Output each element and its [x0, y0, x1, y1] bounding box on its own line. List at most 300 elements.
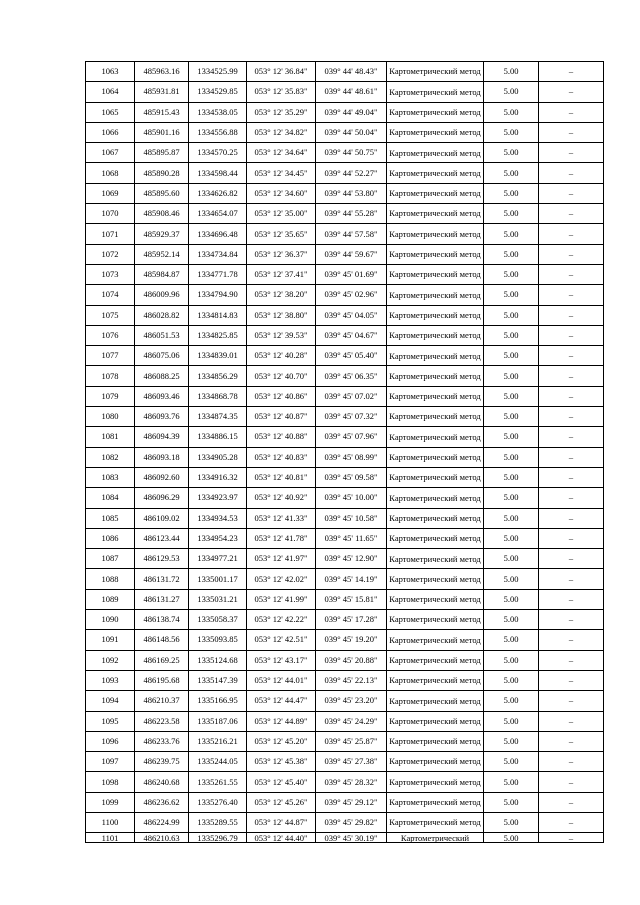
table-row	[86, 264, 604, 284]
latitude-cell: 053° 12' 34.64"	[247, 143, 316, 163]
accuracy-cell: 5.00	[484, 386, 539, 406]
point-number-cell: 1064	[86, 82, 135, 102]
table-row	[86, 244, 604, 264]
table-row	[86, 589, 604, 609]
latitude-cell: 053° 12' 44.47"	[247, 691, 316, 711]
x-coordinate-cell: 486210.37	[135, 691, 189, 711]
note-cell: –	[539, 407, 604, 427]
longitude-cell: 039° 44' 49.04"	[316, 102, 387, 122]
point-number-cell: 1100	[86, 812, 135, 832]
method-cell: Картометрический метод	[387, 122, 484, 142]
latitude-cell: 053° 12' 44.01"	[247, 670, 316, 690]
accuracy-cell: 5.00	[484, 549, 539, 569]
method-cell: Картометрический метод	[387, 346, 484, 366]
note-cell: –	[539, 224, 604, 244]
longitude-cell: 039° 45' 07.32"	[316, 407, 387, 427]
x-coordinate-cell: 486109.02	[135, 508, 189, 528]
method-cell: Картометрический метод	[387, 386, 484, 406]
table-row	[86, 488, 604, 508]
method-cell: Картометрический метод	[387, 447, 484, 467]
method-cell: Картометрический метод	[387, 731, 484, 751]
point-number-cell: 1074	[86, 285, 135, 305]
note-cell: –	[539, 82, 604, 102]
longitude-cell: 039° 45' 14.19"	[316, 569, 387, 589]
accuracy-cell: 5.00	[484, 122, 539, 142]
note-cell: –	[539, 569, 604, 589]
table-row	[86, 670, 604, 690]
latitude-cell: 053° 12' 34.60"	[247, 183, 316, 203]
accuracy-cell: 5.00	[484, 488, 539, 508]
y-coordinate-cell: 1334598.44	[189, 163, 247, 183]
latitude-cell: 053° 12' 45.38"	[247, 752, 316, 772]
x-coordinate-cell: 485901.16	[135, 122, 189, 142]
table-row	[86, 143, 604, 163]
table-row	[86, 407, 604, 427]
longitude-cell: 039° 45' 25.87"	[316, 731, 387, 751]
note-cell: –	[539, 467, 604, 487]
method-cell: Картометрический метод	[387, 407, 484, 427]
method-cell: Картометрический метод	[387, 691, 484, 711]
y-coordinate-cell: 1334977.21	[189, 549, 247, 569]
table-row	[86, 691, 604, 711]
accuracy-cell: 5.00	[484, 508, 539, 528]
accuracy-cell: 5.00	[484, 589, 539, 609]
point-number-cell: 1073	[86, 264, 135, 284]
x-coordinate-cell: 486195.68	[135, 670, 189, 690]
point-number-cell: 1094	[86, 691, 135, 711]
x-coordinate-cell: 486009.96	[135, 285, 189, 305]
note-cell: –	[539, 325, 604, 345]
x-coordinate-cell: 486075.06	[135, 346, 189, 366]
method-cell: Картометрический метод	[387, 792, 484, 812]
point-number-cell: 1098	[86, 772, 135, 792]
point-number-cell: 1086	[86, 528, 135, 548]
note-cell: –	[539, 650, 604, 670]
y-coordinate-cell: 1335031.21	[189, 589, 247, 609]
table-row	[86, 772, 604, 792]
latitude-cell: 053° 12' 43.17"	[247, 650, 316, 670]
method-cell: Картометрический метод	[387, 630, 484, 650]
table-row	[86, 711, 604, 731]
longitude-cell: 039° 44' 53.80"	[316, 183, 387, 203]
table-row	[86, 792, 604, 812]
table-row	[86, 650, 604, 670]
note-cell: –	[539, 285, 604, 305]
y-coordinate-cell: 1334839.01	[189, 346, 247, 366]
note-cell: –	[539, 346, 604, 366]
note-cell: –	[539, 549, 604, 569]
longitude-cell: 039° 45' 07.02"	[316, 386, 387, 406]
longitude-cell: 039° 45' 27.38"	[316, 752, 387, 772]
point-number-cell: 1071	[86, 224, 135, 244]
point-number-cell: 1072	[86, 244, 135, 264]
point-number-cell: 1079	[86, 386, 135, 406]
note-cell: –	[539, 772, 604, 792]
x-coordinate-cell: 486169.25	[135, 650, 189, 670]
latitude-cell: 053° 12' 39.53"	[247, 325, 316, 345]
accuracy-cell: 5.00	[484, 62, 539, 82]
accuracy-cell: 5.00	[484, 427, 539, 447]
table-row	[86, 752, 604, 772]
x-coordinate-cell: 486224.99	[135, 812, 189, 832]
latitude-cell: 053° 12' 40.86"	[247, 386, 316, 406]
method-cell: Картометрический метод	[387, 264, 484, 284]
table-row	[86, 386, 604, 406]
note-cell: –	[539, 610, 604, 630]
table-row	[86, 549, 604, 569]
longitude-cell: 039° 45' 24.29"	[316, 711, 387, 731]
latitude-cell: 053° 12' 38.80"	[247, 305, 316, 325]
point-number-cell: 1069	[86, 183, 135, 203]
table-row	[86, 305, 604, 325]
accuracy-cell: 5.00	[484, 711, 539, 731]
x-coordinate-cell: 485931.81	[135, 82, 189, 102]
point-number-cell: 1067	[86, 143, 135, 163]
latitude-cell: 053° 12' 40.83"	[247, 447, 316, 467]
y-coordinate-cell: 1335124.68	[189, 650, 247, 670]
accuracy-cell: 5.00	[484, 772, 539, 792]
method-cell: Картометрический	[387, 833, 484, 843]
y-coordinate-cell: 1334825.85	[189, 325, 247, 345]
point-number-cell: 1078	[86, 366, 135, 386]
latitude-cell: 053° 12' 45.26"	[247, 792, 316, 812]
accuracy-cell: 5.00	[484, 792, 539, 812]
accuracy-cell: 5.00	[484, 102, 539, 122]
longitude-cell: 039° 45' 30.19"	[316, 833, 387, 843]
y-coordinate-cell: 1334538.05	[189, 102, 247, 122]
table-row	[86, 325, 604, 345]
y-coordinate-cell: 1335147.39	[189, 670, 247, 690]
x-coordinate-cell: 485984.87	[135, 264, 189, 284]
table-row	[86, 610, 604, 630]
x-coordinate-cell: 486051.53	[135, 325, 189, 345]
y-coordinate-cell: 1334654.07	[189, 204, 247, 224]
method-cell: Картометрический метод	[387, 528, 484, 548]
y-coordinate-cell: 1334954.23	[189, 528, 247, 548]
table-row	[86, 467, 604, 487]
method-cell: Картометрический метод	[387, 102, 484, 122]
longitude-cell: 039° 45' 04.67"	[316, 325, 387, 345]
table-row	[86, 812, 604, 832]
longitude-cell: 039° 45' 05.40"	[316, 346, 387, 366]
x-coordinate-cell: 486138.74	[135, 610, 189, 630]
y-coordinate-cell: 1335261.55	[189, 772, 247, 792]
note-cell: –	[539, 244, 604, 264]
y-coordinate-cell: 1334570.25	[189, 143, 247, 163]
latitude-cell: 053° 12' 37.41"	[247, 264, 316, 284]
longitude-cell: 039° 44' 50.75"	[316, 143, 387, 163]
accuracy-cell: 5.00	[484, 204, 539, 224]
latitude-cell: 053° 12' 41.97"	[247, 549, 316, 569]
longitude-cell: 039° 45' 29.82"	[316, 812, 387, 832]
note-cell: –	[539, 691, 604, 711]
method-cell: Картометрический метод	[387, 610, 484, 630]
y-coordinate-cell: 1334696.48	[189, 224, 247, 244]
latitude-cell: 053° 12' 44.87"	[247, 812, 316, 832]
point-number-cell: 1066	[86, 122, 135, 142]
longitude-cell: 039° 45' 29.12"	[316, 792, 387, 812]
note-cell: –	[539, 204, 604, 224]
table-row	[86, 731, 604, 751]
latitude-cell: 053° 12' 34.45"	[247, 163, 316, 183]
x-coordinate-cell: 486210.63	[135, 833, 189, 843]
longitude-cell: 039° 44' 52.27"	[316, 163, 387, 183]
y-coordinate-cell: 1335244.05	[189, 752, 247, 772]
point-number-cell: 1081	[86, 427, 135, 447]
accuracy-cell: 5.00	[484, 528, 539, 548]
point-number-cell: 1095	[86, 711, 135, 731]
latitude-cell: 053° 12' 42.22"	[247, 610, 316, 630]
table-row	[86, 62, 604, 82]
y-coordinate-cell: 1334874.35	[189, 407, 247, 427]
accuracy-cell: 5.00	[484, 325, 539, 345]
accuracy-cell: 5.00	[484, 143, 539, 163]
note-cell: –	[539, 833, 604, 843]
table-row	[86, 427, 604, 447]
note-cell: –	[539, 508, 604, 528]
x-coordinate-cell: 486123.44	[135, 528, 189, 548]
x-coordinate-cell: 486096.29	[135, 488, 189, 508]
longitude-cell: 039° 44' 50.04"	[316, 122, 387, 142]
longitude-cell: 039° 44' 48.61"	[316, 82, 387, 102]
latitude-cell: 053° 12' 36.37"	[247, 244, 316, 264]
longitude-cell: 039° 45' 07.96"	[316, 427, 387, 447]
method-cell: Картометрический метод	[387, 204, 484, 224]
note-cell: –	[539, 143, 604, 163]
y-coordinate-cell: 1335166.95	[189, 691, 247, 711]
method-cell: Картометрический метод	[387, 305, 484, 325]
point-number-cell: 1090	[86, 610, 135, 630]
y-coordinate-cell: 1335216.21	[189, 731, 247, 751]
point-number-cell: 1093	[86, 670, 135, 690]
y-coordinate-cell: 1335058.37	[189, 610, 247, 630]
point-number-cell: 1087	[86, 549, 135, 569]
y-coordinate-cell: 1335093.85	[189, 630, 247, 650]
table-row	[86, 163, 604, 183]
longitude-cell: 039° 45' 01.69"	[316, 264, 387, 284]
method-cell: Картометрический метод	[387, 467, 484, 487]
method-cell: Картометрический метод	[387, 711, 484, 731]
y-coordinate-cell: 1334771.78	[189, 264, 247, 284]
point-number-cell: 1077	[86, 346, 135, 366]
note-cell: –	[539, 62, 604, 82]
point-number-cell: 1096	[86, 731, 135, 751]
accuracy-cell: 5.00	[484, 264, 539, 284]
longitude-cell: 039° 45' 10.00"	[316, 488, 387, 508]
method-cell: Картометрический метод	[387, 488, 484, 508]
latitude-cell: 053° 12' 41.33"	[247, 508, 316, 528]
latitude-cell: 053° 12' 40.70"	[247, 366, 316, 386]
note-cell: –	[539, 731, 604, 751]
accuracy-cell: 5.00	[484, 447, 539, 467]
y-coordinate-cell: 1334626.82	[189, 183, 247, 203]
point-number-cell: 1084	[86, 488, 135, 508]
latitude-cell: 053° 12' 40.28"	[247, 346, 316, 366]
point-number-cell: 1080	[86, 407, 135, 427]
note-cell: –	[539, 305, 604, 325]
x-coordinate-cell: 485895.87	[135, 143, 189, 163]
accuracy-cell: 5.00	[484, 163, 539, 183]
method-cell: Картометрический метод	[387, 549, 484, 569]
accuracy-cell: 5.00	[484, 833, 539, 843]
point-number-cell: 1092	[86, 650, 135, 670]
table-row	[86, 183, 604, 203]
longitude-cell: 039° 45' 19.20"	[316, 630, 387, 650]
note-cell: –	[539, 812, 604, 832]
y-coordinate-cell: 1334934.53	[189, 508, 247, 528]
accuracy-cell: 5.00	[484, 731, 539, 751]
x-coordinate-cell: 485890.28	[135, 163, 189, 183]
table-row	[86, 366, 604, 386]
note-cell: –	[539, 589, 604, 609]
x-coordinate-cell: 486093.46	[135, 386, 189, 406]
x-coordinate-cell: 485915.43	[135, 102, 189, 122]
accuracy-cell: 5.00	[484, 183, 539, 203]
longitude-cell: 039° 45' 04.05"	[316, 305, 387, 325]
longitude-cell: 039° 45' 11.65"	[316, 528, 387, 548]
note-cell: –	[539, 386, 604, 406]
x-coordinate-cell: 486129.53	[135, 549, 189, 569]
method-cell: Картометрический метод	[387, 62, 484, 82]
latitude-cell: 053° 12' 42.51"	[247, 630, 316, 650]
accuracy-cell: 5.00	[484, 610, 539, 630]
longitude-cell: 039° 45' 10.58"	[316, 508, 387, 528]
accuracy-cell: 5.00	[484, 305, 539, 325]
longitude-cell: 039° 45' 17.28"	[316, 610, 387, 630]
y-coordinate-cell: 1334856.29	[189, 366, 247, 386]
method-cell: Картометрический метод	[387, 244, 484, 264]
x-coordinate-cell: 486240.68	[135, 772, 189, 792]
x-coordinate-cell: 485929.37	[135, 224, 189, 244]
accuracy-cell: 5.00	[484, 467, 539, 487]
method-cell: Картометрический метод	[387, 508, 484, 528]
latitude-cell: 053° 12' 44.89"	[247, 711, 316, 731]
note-cell: –	[539, 488, 604, 508]
note-cell: –	[539, 711, 604, 731]
point-number-cell: 1097	[86, 752, 135, 772]
point-number-cell: 1085	[86, 508, 135, 528]
latitude-cell: 053° 12' 38.20"	[247, 285, 316, 305]
y-coordinate-cell: 1335289.55	[189, 812, 247, 832]
table-row	[86, 204, 604, 224]
table-row	[86, 285, 604, 305]
y-coordinate-cell: 1334529.85	[189, 82, 247, 102]
y-coordinate-cell: 1335187.06	[189, 711, 247, 731]
point-number-cell: 1065	[86, 102, 135, 122]
latitude-cell: 053° 12' 41.78"	[247, 528, 316, 548]
latitude-cell: 053° 12' 35.29"	[247, 102, 316, 122]
longitude-cell: 039° 45' 20.88"	[316, 650, 387, 670]
x-coordinate-cell: 486093.18	[135, 447, 189, 467]
y-coordinate-cell: 1335001.17	[189, 569, 247, 589]
y-coordinate-cell: 1334886.15	[189, 427, 247, 447]
accuracy-cell: 5.00	[484, 82, 539, 102]
method-cell: Картометрический метод	[387, 224, 484, 244]
latitude-cell: 053° 12' 45.20"	[247, 731, 316, 751]
accuracy-cell: 5.00	[484, 691, 539, 711]
note-cell: –	[539, 366, 604, 386]
longitude-cell: 039° 45' 08.99"	[316, 447, 387, 467]
method-cell: Картометрический метод	[387, 427, 484, 447]
table-row	[86, 102, 604, 122]
note-cell: –	[539, 792, 604, 812]
x-coordinate-cell: 485895.60	[135, 183, 189, 203]
accuracy-cell: 5.00	[484, 752, 539, 772]
latitude-cell: 053° 12' 44.40"	[247, 833, 316, 843]
y-coordinate-cell: 1334905.28	[189, 447, 247, 467]
longitude-cell: 039° 45' 15.81"	[316, 589, 387, 609]
x-coordinate-cell: 485963.16	[135, 62, 189, 82]
table-row	[86, 569, 604, 589]
table-row	[86, 224, 604, 244]
method-cell: Картометрический метод	[387, 82, 484, 102]
latitude-cell: 053° 12' 36.84"	[247, 62, 316, 82]
accuracy-cell: 5.00	[484, 630, 539, 650]
table-row	[86, 82, 604, 102]
point-number-cell: 1099	[86, 792, 135, 812]
accuracy-cell: 5.00	[484, 366, 539, 386]
method-cell: Картометрический метод	[387, 366, 484, 386]
y-coordinate-cell: 1334525.99	[189, 62, 247, 82]
longitude-cell: 039° 45' 22.13"	[316, 670, 387, 690]
method-cell: Картометрический метод	[387, 143, 484, 163]
accuracy-cell: 5.00	[484, 346, 539, 366]
latitude-cell: 053° 12' 41.99"	[247, 589, 316, 609]
method-cell: Картометрический метод	[387, 670, 484, 690]
x-coordinate-cell: 486131.27	[135, 589, 189, 609]
note-cell: –	[539, 427, 604, 447]
x-coordinate-cell: 486239.75	[135, 752, 189, 772]
accuracy-cell: 5.00	[484, 569, 539, 589]
latitude-cell: 053° 12' 40.87"	[247, 407, 316, 427]
longitude-cell: 039° 44' 55.28"	[316, 204, 387, 224]
y-coordinate-cell: 1335296.79	[189, 833, 247, 843]
latitude-cell: 053° 12' 45.40"	[247, 772, 316, 792]
accuracy-cell: 5.00	[484, 224, 539, 244]
x-coordinate-cell: 486088.25	[135, 366, 189, 386]
accuracy-cell: 5.00	[484, 285, 539, 305]
y-coordinate-cell: 1334556.88	[189, 122, 247, 142]
point-number-cell: 1075	[86, 305, 135, 325]
longitude-cell: 039° 44' 59.67"	[316, 244, 387, 264]
longitude-cell: 039° 45' 28.32"	[316, 772, 387, 792]
method-cell: Картометрический метод	[387, 752, 484, 772]
method-cell: Картометрический метод	[387, 772, 484, 792]
latitude-cell: 053° 12' 35.83"	[247, 82, 316, 102]
x-coordinate-cell: 486148.56	[135, 630, 189, 650]
y-coordinate-cell: 1334734.84	[189, 244, 247, 264]
method-cell: Картометрический метод	[387, 812, 484, 832]
x-coordinate-cell: 486094.39	[135, 427, 189, 447]
point-number-cell: 1091	[86, 630, 135, 650]
y-coordinate-cell: 1335276.40	[189, 792, 247, 812]
note-cell: –	[539, 670, 604, 690]
accuracy-cell: 5.00	[484, 812, 539, 832]
point-number-cell: 1076	[86, 325, 135, 345]
method-cell: Картометрический метод	[387, 650, 484, 670]
method-cell: Картометрический метод	[387, 163, 484, 183]
note-cell: –	[539, 447, 604, 467]
x-coordinate-cell: 486236.62	[135, 792, 189, 812]
longitude-cell: 039° 44' 48.43"	[316, 62, 387, 82]
x-coordinate-cell: 486093.76	[135, 407, 189, 427]
method-cell: Картометрический метод	[387, 325, 484, 345]
latitude-cell: 053° 12' 40.81"	[247, 467, 316, 487]
point-number-cell: 1088	[86, 569, 135, 589]
point-number-cell: 1068	[86, 163, 135, 183]
table-body	[86, 62, 604, 843]
table-row	[86, 346, 604, 366]
